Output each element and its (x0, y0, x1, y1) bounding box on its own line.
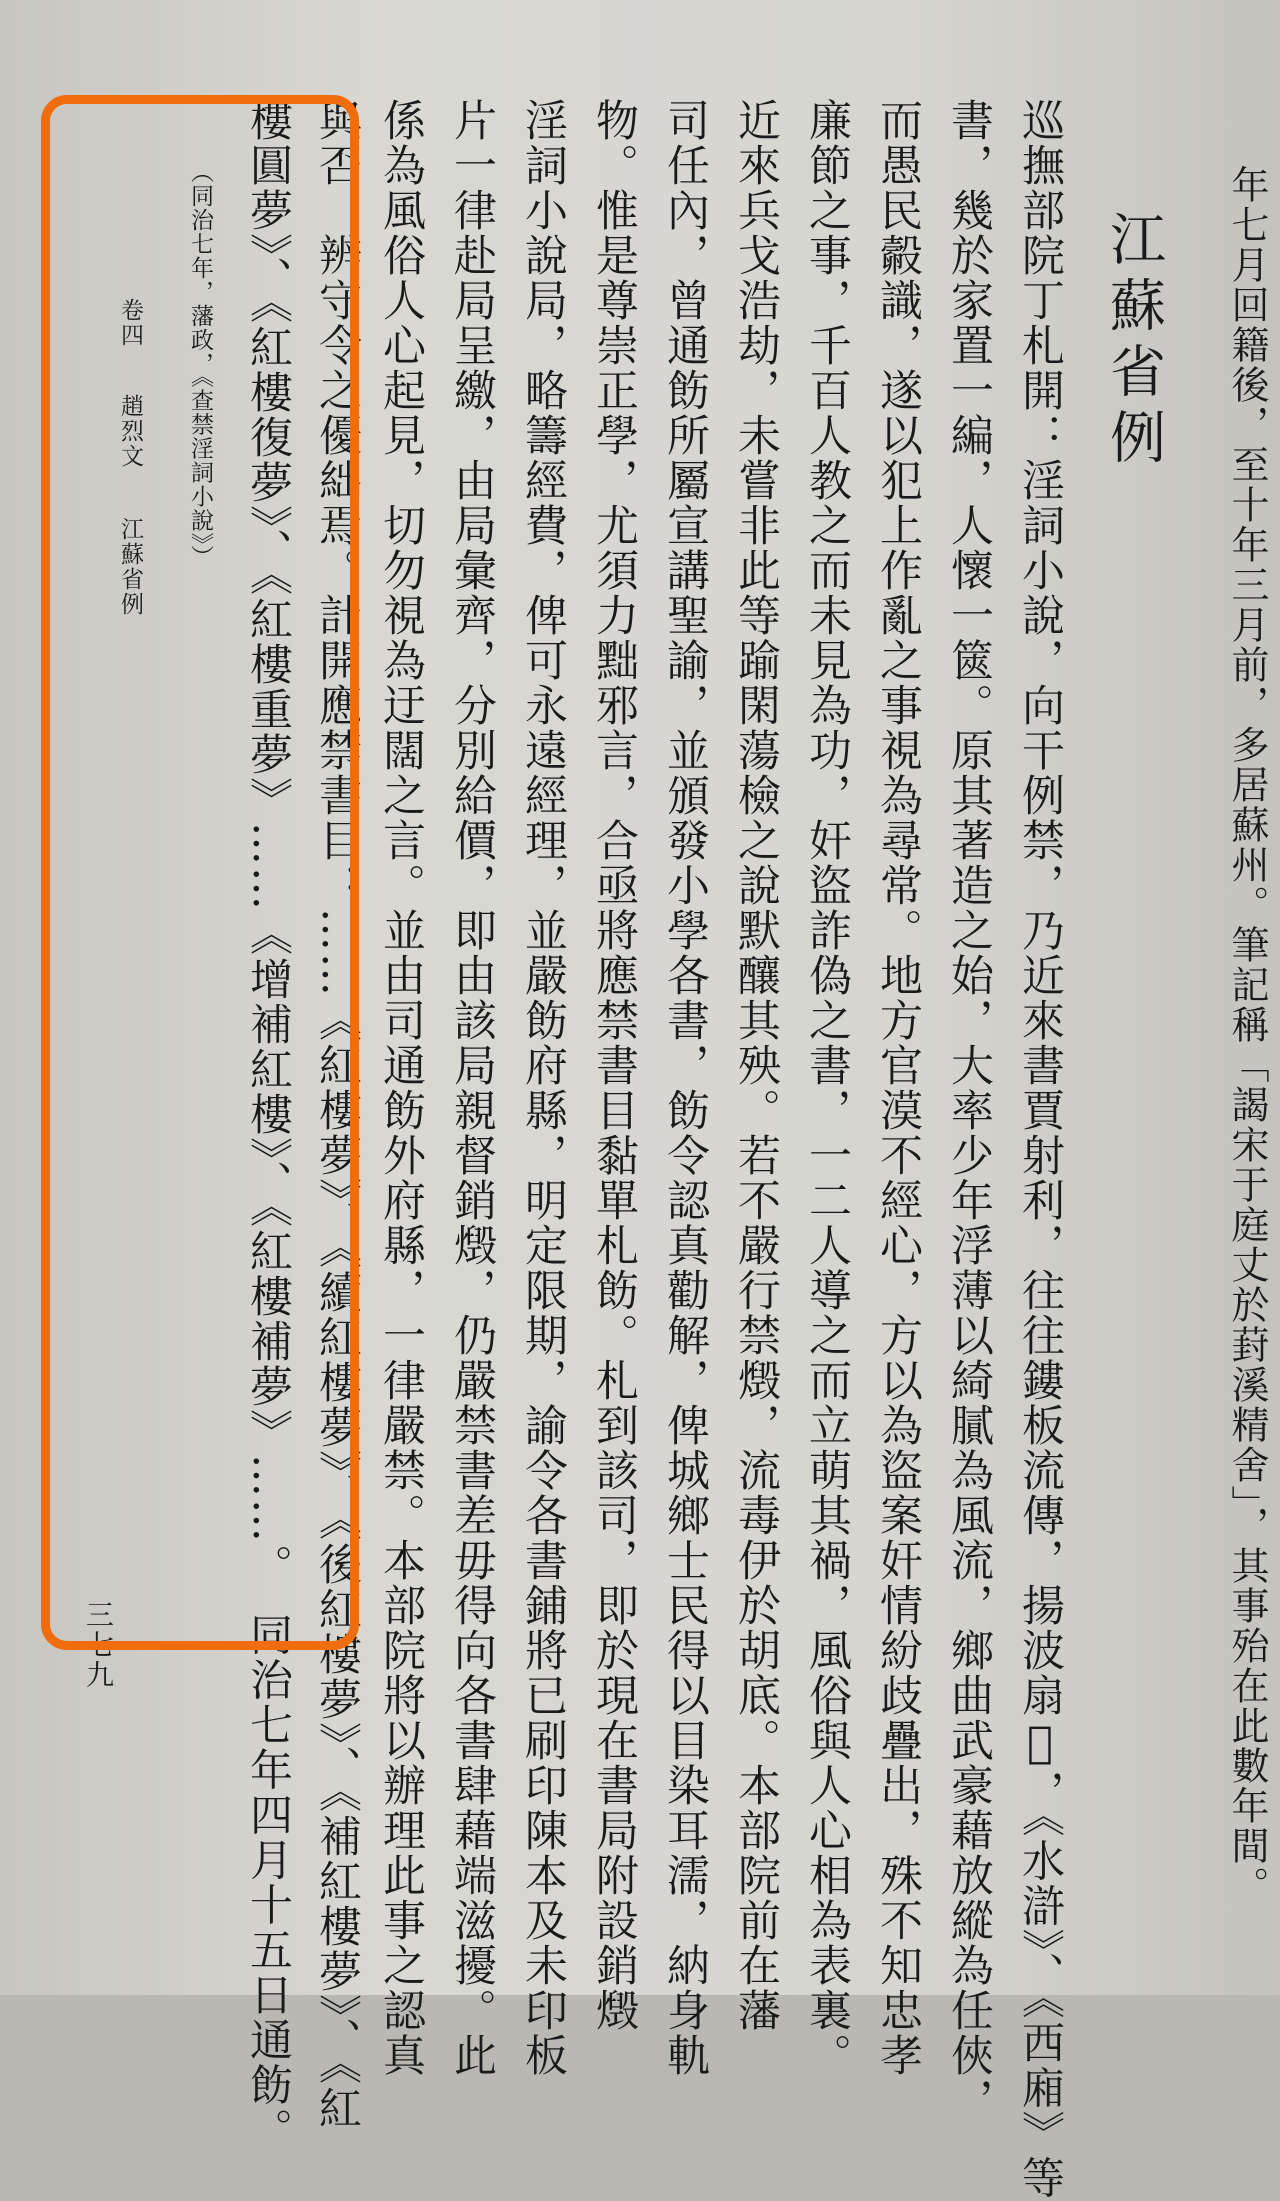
footer-volume: 卷四 (117, 298, 143, 348)
page-number: 三七九 (82, 1600, 115, 1690)
previous-section-continuation: 年七月回籍後，至十年三月前，多居蘇州。筆記稱「謁宋于庭丈於葑溪精舍」，其事殆在此數年間。 (1225, 165, 1269, 1906)
body-column-8: 淫詞小說局，略籌經費，俾可永遠經理，並嚴飭府縣，明定限期，諭令各書鋪將已刷印陳本及未印板 (518, 98, 568, 2078)
body-column-12: 樓圓夢》、《紅樓復夢》、《紅樓重夢》……《增補紅樓》、《紅樓補夢》……。 同治七年四月十五日通飭。 (243, 98, 293, 2153)
body-column-9: 片一律赴局呈繳，由局彙齊，分別給價，即由該局親督銷燬，仍嚴禁書差毋得向各書肆藉端滋擾。此 (447, 98, 497, 2078)
body-column-7: 物。惟是尊崇正學，尤須力黜邪言，合亟將應禁書目黏單札飭。札到該司，即於現在書局附設銷燬 (589, 98, 639, 2033)
body-column-11: 與否，辨守令之優絀焉。計開應禁書目：……《紅樓夢》、《續紅樓夢》、《後紅樓夢》、《補紅樓夢》、《紅 (312, 98, 362, 2131)
body-column-3: 而愚民㲉識，遂以犯上作亂之事視為尋常。地方官漠不經心，方以為盜案奸情紛歧疊出，殊不知忠孝 (873, 98, 923, 2078)
body-column-1: 巡撫部院丁札開：淫詞小說，向干例禁，乃近來書賈射利，往往鏤板流傳，揚波扇𦕅，《水滸》、《西廂》等 (1015, 98, 1065, 2201)
body-column-6: 司任內，曾通飭所屬宣講聖諭，並頒發小學各書，飭令認真勸解，俾城鄉士民得以目染耳濡，納身軌 (660, 98, 710, 2078)
footer-author: 趙烈文 (117, 394, 143, 469)
body-column-2: 書，幾於家置一編，人懷一篋。原其著造之始，大率少年浮薄以綺膩為風流，鄉曲武豪藉放縱為任俠， (944, 98, 994, 2123)
section-title: 江蘇省例 (1101, 210, 1166, 474)
body-column-10: 係為風俗人心起見，切勿視為迂闊之言。並由司通飭外府縣，一律嚴禁。本部院將以辦理此事之認真 (376, 98, 426, 2078)
body-column-5: 近來兵戈浩劫，未嘗非此等踰閑蕩檢之說默釀其殃。若不嚴行禁燬，流毒伊於胡底。本部院前在藩 (731, 98, 781, 2033)
body-column-4: 廉節之事，千百人教之而未見為功，奸盜詐偽之書，一二人導之而立萌其禍，風俗與人心相為表裏。 (802, 98, 852, 2078)
highlight-frame (41, 95, 359, 1650)
footer-chapter: 江蘇省例 (117, 517, 143, 617)
source-note: （同治七年，藩政，《查禁淫詞小說》） (187, 160, 213, 569)
